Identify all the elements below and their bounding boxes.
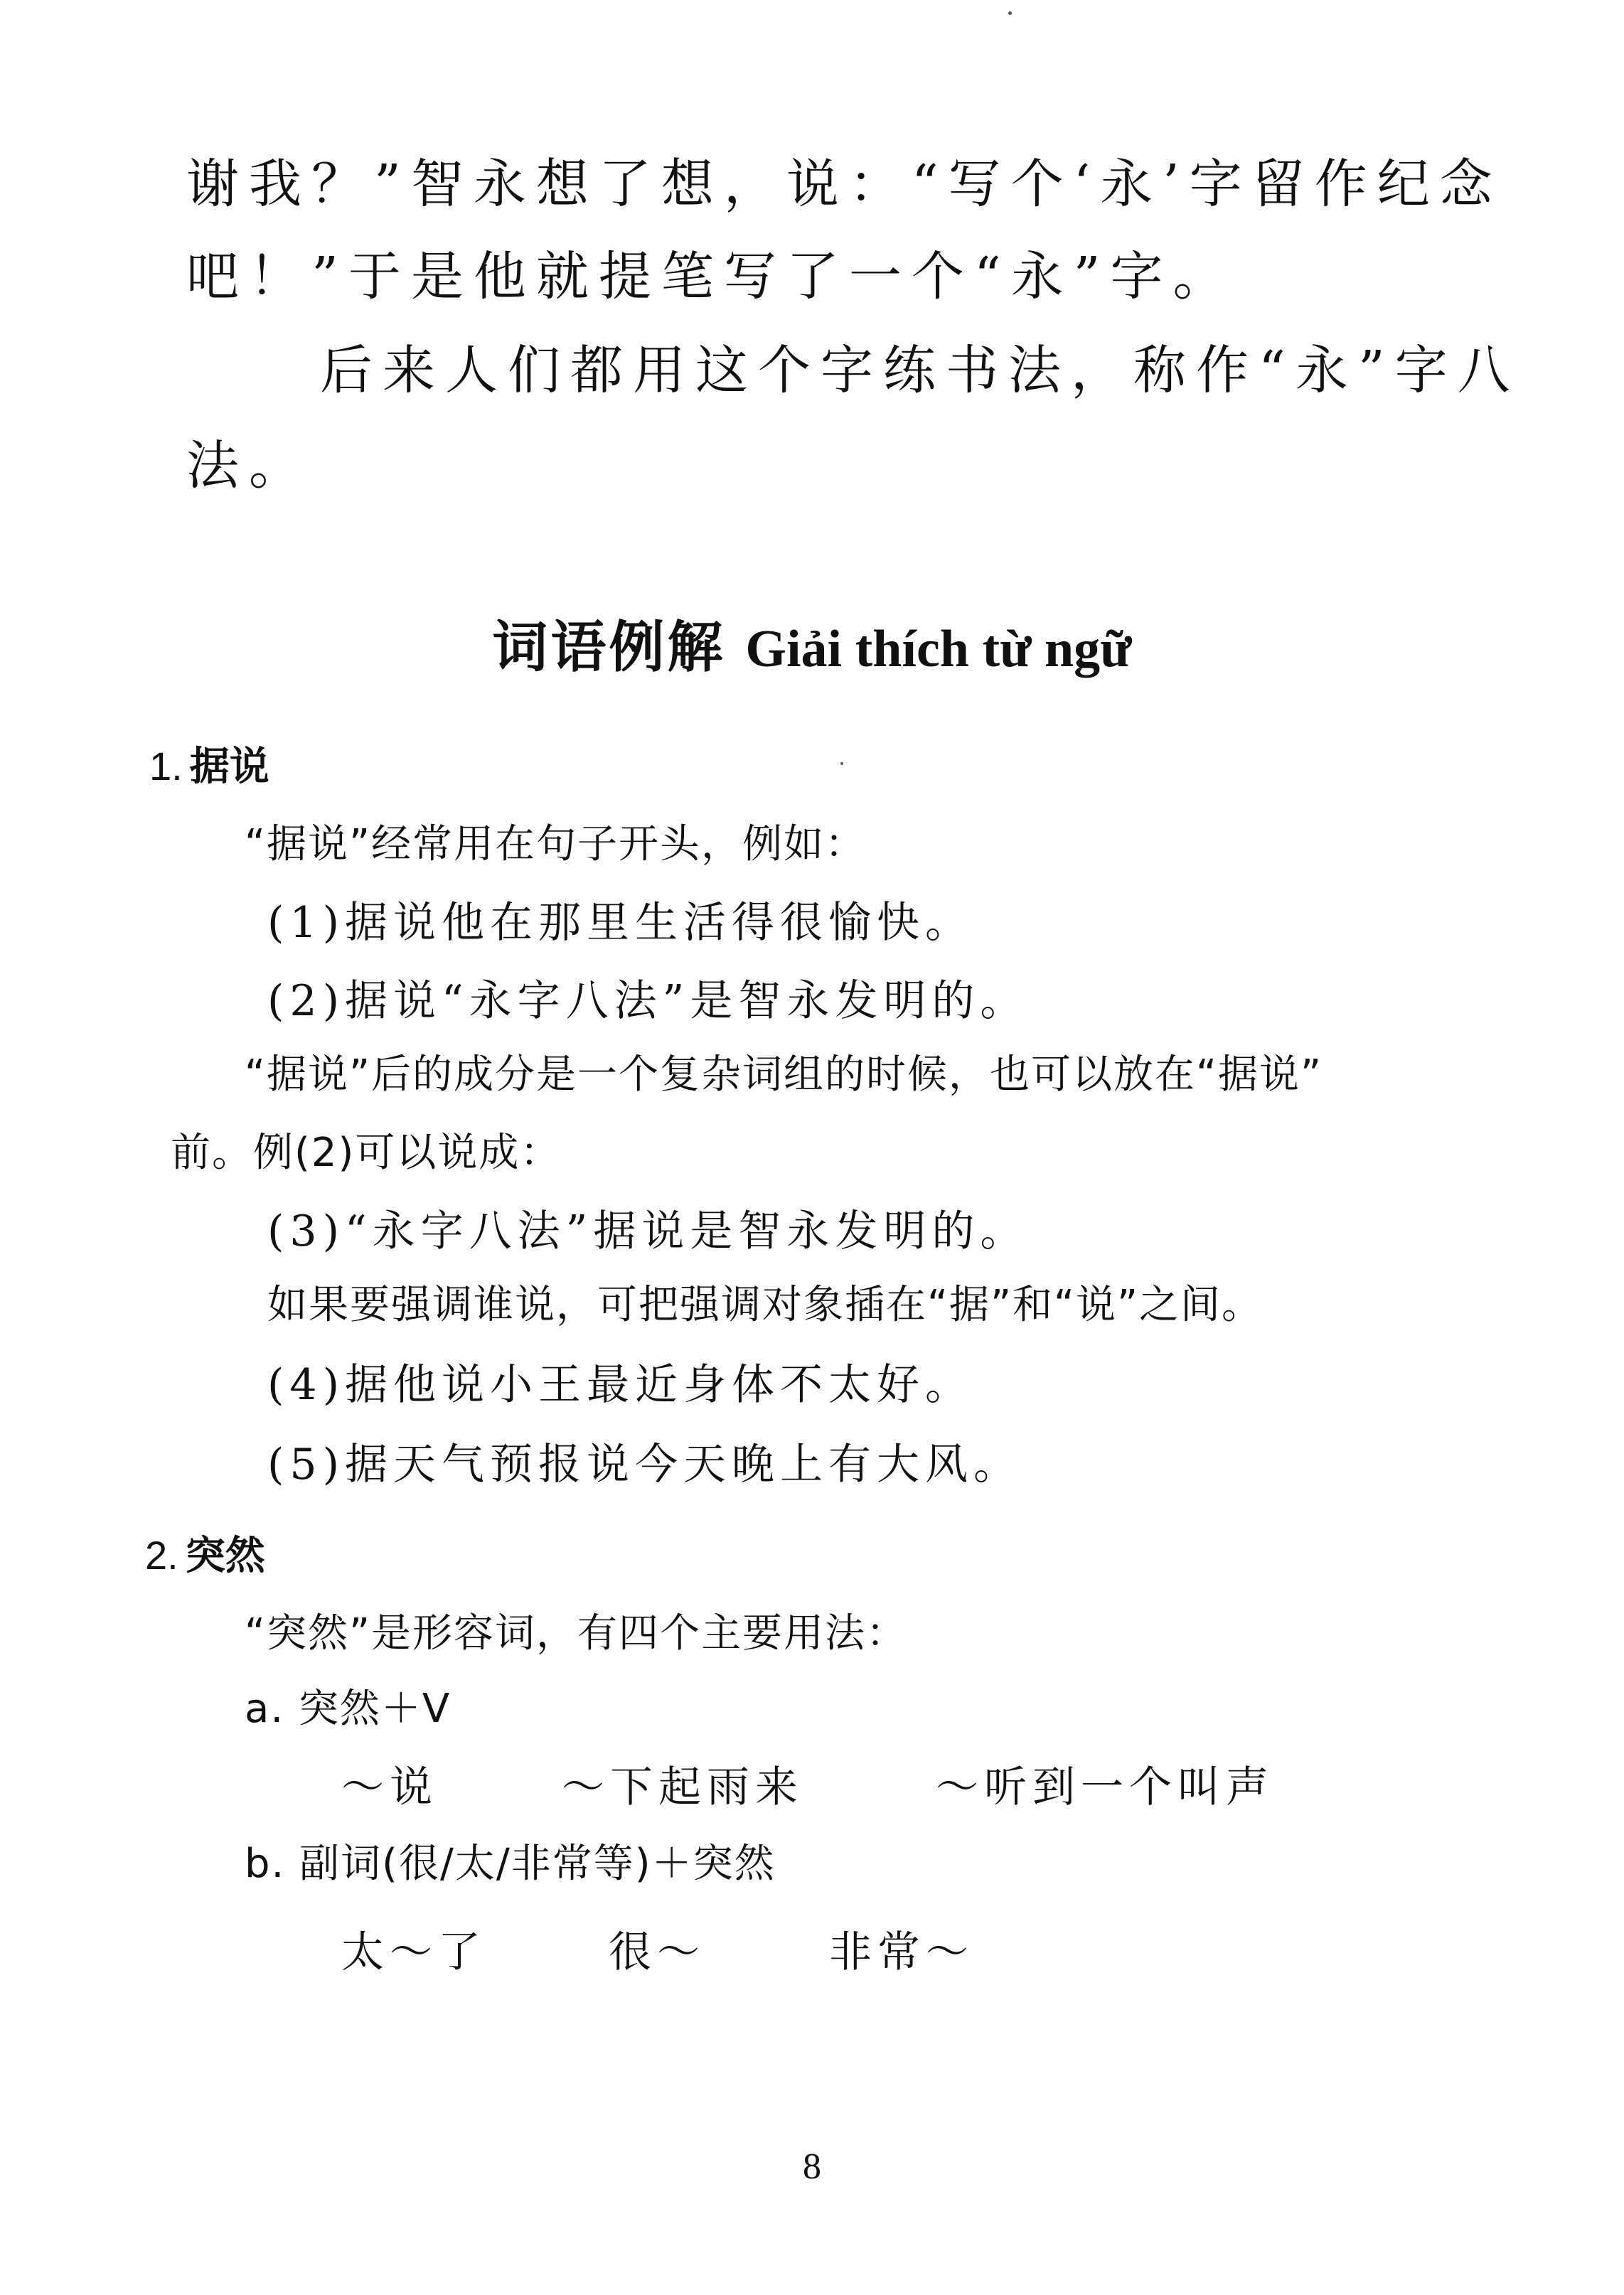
section-title-zh: 词语例解 xyxy=(492,615,726,680)
story-line-4: 法。 xyxy=(186,435,311,496)
scan-speck xyxy=(1008,11,1012,15)
item-2-usage-b-example-1: 太～了 xyxy=(341,1927,486,1977)
item-2-usage-b: b. 副词(很/太/非常等)＋突然 xyxy=(245,1841,776,1887)
item-2-intro: “突然”是形容词，有四个主要用法： xyxy=(245,1610,908,1657)
item-1-example-3: (3)“永字八法”据说是智永发明的。 xyxy=(267,1207,1029,1256)
item-2-usage-a-example-2: ～下起雨来 xyxy=(562,1762,803,1812)
item-2-usage-a-example-3: ～听到一个叫声 xyxy=(936,1762,1274,1812)
section-title-vi: Giải thích từ ngữ xyxy=(745,620,1132,678)
item-1-intro: “据说”经常用在句子开头，例如： xyxy=(245,821,867,867)
item-2-heading xyxy=(145,1533,265,1579)
section-title xyxy=(0,615,1624,680)
item-2-number: 2. xyxy=(145,1533,178,1578)
item-2-usage-b-example-2: 很～ xyxy=(609,1927,705,1977)
item-1-note-line-2: 前。例(2)可以说成： xyxy=(171,1130,562,1176)
item-2-usage-a: a. 突然＋V xyxy=(245,1686,452,1732)
item-1-heading xyxy=(149,744,269,790)
item-1-word: 据说 xyxy=(189,744,269,790)
scan-speck xyxy=(840,762,843,765)
item-1-example-2: (2)据说“永字八法”是智永发明的。 xyxy=(267,976,1029,1026)
item-1-note-line-1: “据说”后的成分是一个复杂词组的时候，也可以放在“据说” xyxy=(245,1052,1323,1098)
item-1-note-2: 如果要强调谁说，可把强调对象插在“据”和“说”之间。 xyxy=(267,1282,1264,1328)
item-2-usage-b-example-3: 非常～ xyxy=(829,1927,974,1977)
story-line-2: 吧！”于是他就提笔写了一个“永”字。 xyxy=(186,246,1236,307)
item-1-example-4: (4)据他说小王最近身体不太好。 xyxy=(267,1360,973,1410)
item-2-usage-a-example-1: ～说 xyxy=(341,1762,438,1812)
item-1-example-1: (1)据说他在那里生活得很愉快。 xyxy=(267,898,973,948)
item-1-number: 1. xyxy=(149,744,183,788)
story-line-1: 谢我？”智永想了想，说：“写个‘永’字留作纪念 xyxy=(186,154,1502,215)
item-1-example-5: (5)据天气预报说今天晚上有大风。 xyxy=(267,1440,1022,1489)
item-2-word: 突然 xyxy=(185,1533,265,1579)
page-number: 8 xyxy=(803,2146,821,2187)
story-line-3: 后来人们都用这个字练书法，称作“永”字八 xyxy=(320,340,1520,401)
